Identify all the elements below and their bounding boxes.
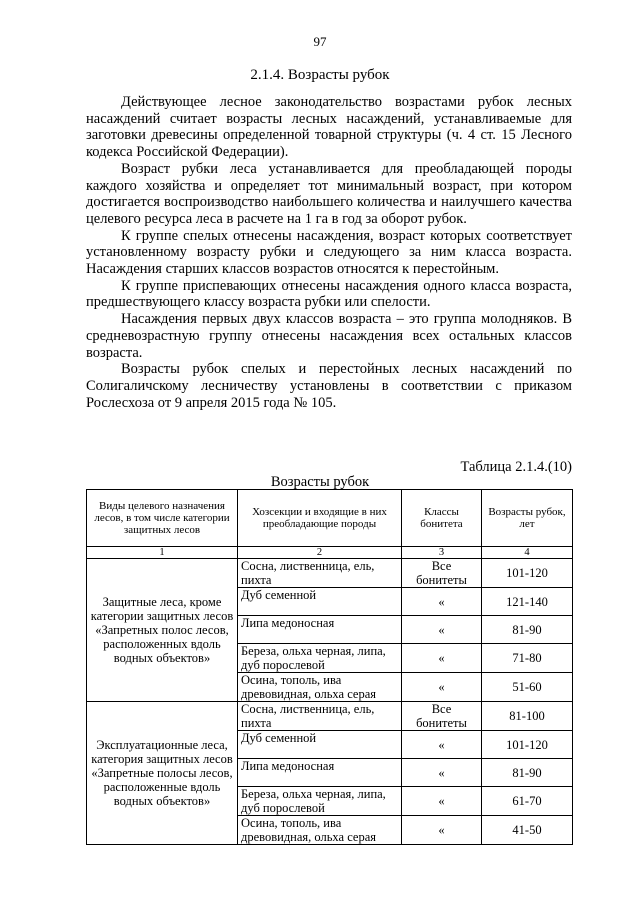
column-number: 1: [87, 547, 238, 559]
species-cell: Сосна, лиственница, ель, пихта: [238, 559, 402, 588]
column-header: Классы бонитета: [402, 490, 482, 547]
paragraph: Возраст рубки леса устанавливается для преобладающей породы каждого хозяйства и определяет тот минимальный возраст, при котором достигается воспроизводство наибольшего количества и наилучшего качества целевого ресурса леса в расчете на 1 га в год за оборот рубок.: [86, 160, 572, 227]
bonitet-cell: «: [402, 759, 482, 787]
forest-purpose-cell: Эксплуатационные леса, категория защитных лесов «Запретные полосы лесов, расположенные вдоль водных объектов»: [87, 702, 238, 845]
bonitet-cell: Все бонитеты: [402, 559, 482, 588]
species-cell: Дуб семенной: [238, 731, 402, 759]
column-number: 2: [238, 547, 402, 559]
age-cell: 61-70: [482, 787, 573, 816]
paragraph: Действующее лесное законодательство возрастами рубок лесных насаждений считает возрасты лесных насаждений, устанавливаемые для заготовки древесины определенной товарной структуры (ч. 4 ст. 15 Лесного кодекса Российской Федерации).: [86, 94, 572, 161]
forest-purpose-cell: Защитные леса, кроме категории защитных лесов «Запретных полос лесов, расположенных вдоль водных объектов»: [87, 559, 238, 702]
bonitet-cell: «: [402, 731, 482, 759]
species-cell: Осина, тополь, ива древовидная, ольха серая: [238, 673, 402, 702]
body-text: [86, 94, 572, 411]
section-title: 2.1.4. Возрасты рубок: [250, 67, 390, 83]
column-header: Виды целевого назначения лесов, в том числе категории защитных лесов: [87, 490, 238, 547]
age-cell: 81-100: [482, 702, 573, 731]
age-cell: 41-50: [482, 816, 573, 845]
species-cell: Осина, тополь, ива древовидная, ольха серая: [238, 816, 402, 845]
table-row: [87, 702, 573, 731]
bonitet-cell: «: [402, 616, 482, 644]
age-cell: 101-120: [482, 559, 573, 588]
table-header-row: [87, 490, 573, 547]
age-cell: 101-120: [482, 731, 573, 759]
paragraph: К группе приспевающих отнесены насаждения одного класса возраста, предшествующего классу возраста рубки или спелости.: [86, 277, 572, 311]
bonitet-cell: «: [402, 644, 482, 673]
paragraph: Возрасты рубок спелых и перестойных лесных насаждений по Солигаличскому лесничеству установлены в соответствии с приказом Рослесхоза от 9 апреля 2015 года № 105.: [86, 361, 572, 411]
column-number: 4: [482, 547, 573, 559]
species-cell: Дуб семенной: [238, 588, 402, 616]
species-cell: Береза, ольха черная, липа, дуб порослевой: [238, 787, 402, 816]
age-cell: 81-90: [482, 759, 573, 787]
age-cell: 71-80: [482, 644, 573, 673]
paragraph: Насаждения первых двух классов возраста – это группа молодняков. В средневозрастную группу отнесены насаждения всех остальных классов возраста.: [86, 311, 572, 361]
bonitet-cell: «: [402, 588, 482, 616]
table-title: Возрасты рубок: [270, 474, 370, 490]
bonitet-cell: «: [402, 787, 482, 816]
bonitet-cell: «: [402, 816, 482, 845]
species-cell: Береза, ольха черная, липа, дуб порослевой: [238, 644, 402, 673]
age-cell: 51-60: [482, 673, 573, 702]
column-number: 3: [402, 547, 482, 559]
bonitet-cell: Все бонитеты: [402, 702, 482, 731]
column-header: Хозсекции и входящие в них преобладающие породы: [238, 490, 402, 547]
bonitet-cell: «: [402, 673, 482, 702]
cutting-ages-table: [86, 489, 573, 845]
species-cell: Сосна, лиственница, ель, пихта: [238, 702, 402, 731]
column-header: Возрасты рубок, лет: [482, 490, 573, 547]
table-row: [87, 559, 573, 588]
species-cell: Липа медоносная: [238, 759, 402, 787]
age-cell: 121-140: [482, 588, 573, 616]
column-number-row: [87, 547, 573, 559]
age-cell: 81-90: [482, 616, 573, 644]
species-cell: Липа медоносная: [238, 616, 402, 644]
paragraph: К группе спелых отнесены насаждения, возраст которых соответствует установленному возрасту рубки и следующего за ним класса возраста. Насаждения старших классов возрастов относятся к перестойным.: [86, 227, 572, 278]
page-number: 97: [313, 34, 327, 49]
table-label: Таблица 2.1.4.(10): [460, 459, 572, 475]
